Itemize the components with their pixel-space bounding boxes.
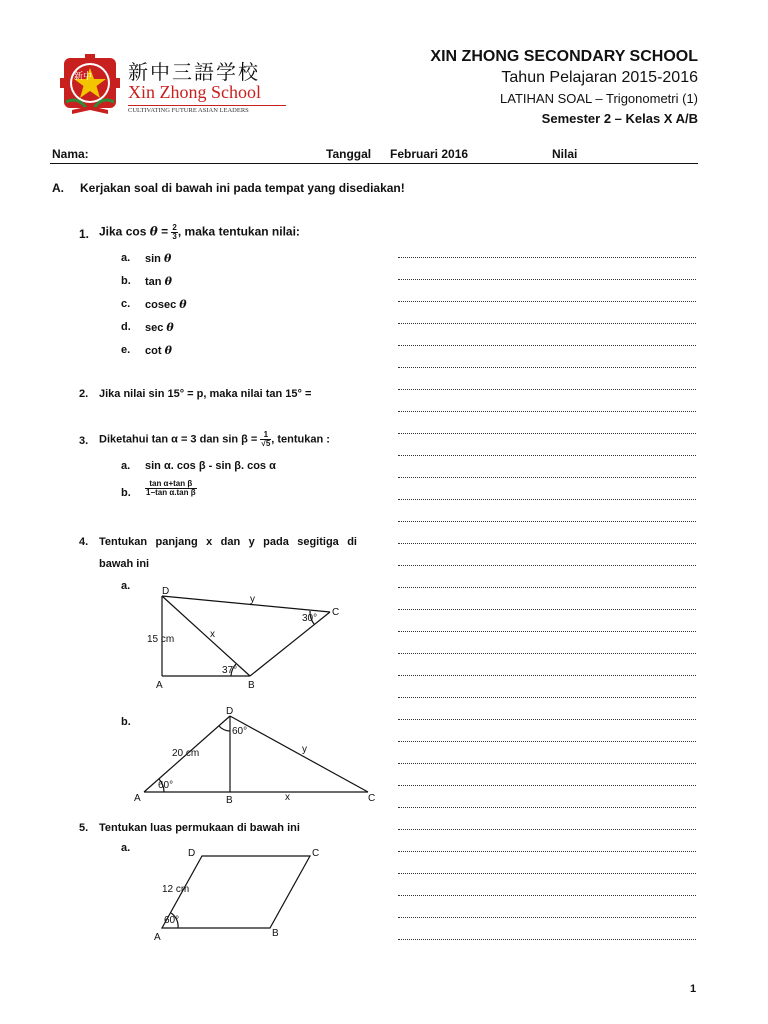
q2-text: Jika nilai sin 15° = p, maka nilai tan 15° =: [99, 388, 312, 400]
q1-d-func: sec: [145, 322, 167, 334]
q1-b-var: θ: [164, 275, 172, 288]
academic-year: Tahun Pelajaran 2015-2016: [501, 69, 698, 86]
answer-line[interactable]: [398, 785, 696, 786]
q1-e-func: cot: [145, 345, 165, 357]
q1-b-label: b.: [121, 275, 131, 287]
answer-line[interactable]: [398, 433, 696, 434]
logo-emblem-text: 新中: [74, 71, 93, 81]
school-logo: [60, 52, 290, 122]
q2-number: 2.: [79, 388, 89, 400]
fig-a-line-db: [162, 596, 250, 676]
answer-line[interactable]: [398, 609, 696, 610]
q1-c-text: [145, 298, 187, 311]
q3-prefix: Diketahui tan α = 3 dan sin β =: [99, 433, 261, 446]
answer-line[interactable]: [398, 851, 696, 852]
q1-b-text: [145, 275, 172, 288]
q4-a-label: a.: [121, 580, 131, 592]
q1-d-label: d.: [121, 321, 131, 333]
q3-text: [99, 431, 330, 448]
fig-b-label-d: D: [226, 706, 234, 717]
q3-b-label: b.: [121, 487, 131, 499]
answer-line[interactable]: [398, 719, 696, 720]
q3-frac-den: √5: [261, 439, 271, 448]
parallelogram-label-side: 12 cm: [162, 884, 190, 895]
parallelogram-label-b: B: [272, 928, 279, 939]
q1-c-label: c.: [121, 298, 131, 310]
answer-line[interactable]: [398, 697, 696, 698]
q3-b-denominator: 1−tan α.tan β: [146, 488, 196, 498]
logo-tagline: CULTIVATING FUTURE ASIAN LEADERS: [128, 105, 286, 114]
q4-number: 4.: [79, 536, 89, 548]
fig-b-label-b: B: [226, 795, 233, 806]
fig-b-line-dc: [230, 716, 368, 792]
parallelogram-label-d: D: [188, 848, 196, 859]
answer-line[interactable]: [398, 257, 696, 258]
q1-a-func: sin: [145, 253, 164, 265]
answer-line[interactable]: [398, 279, 696, 280]
answer-line[interactable]: [398, 477, 696, 478]
q1-a-label: a.: [121, 252, 131, 264]
answer-line[interactable]: [398, 741, 696, 742]
answer-line[interactable]: [398, 873, 696, 874]
q1-e-text: [145, 344, 172, 357]
q1-c-func: cosec: [145, 299, 180, 311]
answer-line[interactable]: [398, 499, 696, 500]
q1-e-label: e.: [121, 344, 131, 356]
fig-a-label-side: 15 cm: [147, 634, 175, 645]
school-name: XIN ZHONG SECONDARY SCHOOL: [430, 48, 698, 65]
fig-a-label-a: A: [156, 680, 163, 691]
answer-line[interactable]: [398, 763, 696, 764]
answer-line[interactable]: [398, 521, 696, 522]
q5-text: Tentukan luas permukaan di bawah ini: [99, 822, 300, 834]
fig-b-label-x: x: [285, 792, 290, 803]
fig-a-line-bc: [250, 612, 330, 676]
answer-line[interactable]: [398, 389, 696, 390]
q1-a-text: [145, 252, 171, 265]
fig-a-angle-b: 37°: [222, 665, 238, 676]
answer-line[interactable]: [398, 895, 696, 896]
q1-d-text: [145, 321, 174, 334]
answer-line[interactable]: [398, 323, 696, 324]
page-number: 1: [690, 983, 697, 995]
worksheet-subject: LATIHAN SOAL – Trigonometri (1): [500, 91, 698, 106]
answer-line[interactable]: [398, 543, 696, 544]
fig-a-label-x: x: [210, 629, 215, 640]
q3-a-label: a.: [121, 460, 131, 472]
fig-a-label-y: y: [250, 594, 255, 605]
fig-b-label-a: A: [134, 793, 141, 804]
parallelogram-label-a: A: [154, 932, 161, 943]
parallelogram-label-c: C: [312, 848, 320, 859]
answer-line[interactable]: [398, 675, 696, 676]
triangle-figure-b: [130, 702, 380, 808]
logo-chinese-name: 新中三語学校: [128, 60, 260, 84]
q4-b-label: b.: [121, 716, 131, 728]
answer-line[interactable]: [398, 807, 696, 808]
header-rule: [50, 163, 698, 164]
fig-a-label-b: B: [248, 680, 255, 691]
q1-frac-den: 3: [172, 232, 177, 241]
fig-b-angle-a: 60°: [158, 780, 174, 791]
q3-b-fraction: [145, 480, 197, 498]
q3-suffix: , tentukan :: [271, 433, 330, 446]
logo-english-name: Xin Zhong School: [128, 82, 261, 102]
answer-line[interactable]: [398, 301, 696, 302]
q1-number: 1.: [79, 227, 90, 241]
q3-number: 3.: [79, 435, 89, 447]
q4-text-line2: bawah ini: [99, 558, 150, 570]
answer-line[interactable]: [398, 939, 696, 940]
q1-c-var: θ: [179, 298, 187, 311]
q5-number: 5.: [79, 822, 89, 834]
q3-frac-num: 1: [260, 431, 271, 440]
answer-line[interactable]: [398, 345, 696, 346]
parallelogram-figure: [148, 842, 338, 944]
triangle-figure-a: [140, 582, 360, 692]
semester-class: Semester 2 – Kelas X A/B: [541, 111, 698, 126]
answer-line[interactable]: [398, 587, 696, 588]
answer-line[interactable]: [398, 565, 696, 566]
q3-fraction: [260, 431, 271, 448]
tanggal-value: Februari 2016: [390, 147, 469, 161]
answer-line[interactable]: [398, 917, 696, 918]
q5-a-label: a.: [121, 842, 131, 854]
q1-prefix: Jika cos: [99, 224, 147, 239]
q1-theta: θ: [149, 224, 158, 239]
q1-d-var: θ: [166, 321, 174, 334]
answer-line[interactable]: [398, 653, 696, 654]
fig-b-angle-arc-d: [219, 726, 230, 731]
answer-line[interactable]: [398, 455, 696, 456]
fig-b-label-c: C: [368, 793, 376, 804]
fig-a-line-dc: [162, 596, 330, 612]
q1-b-func: tan: [145, 276, 165, 288]
q1-suffix: , maka tentukan nilai:: [177, 224, 300, 239]
fig-b-label-side: 20 cm: [172, 748, 200, 759]
section-a-instruction: Kerjakan soal di bawah ini pada tempat yang disediakan!: [80, 181, 405, 195]
nama-label: Nama:: [52, 147, 89, 161]
section-a-marker: A.: [52, 181, 64, 195]
q1-text: [99, 224, 300, 241]
nilai-label: Nilai: [552, 147, 578, 161]
fig-b-label-y: y: [302, 744, 307, 755]
answer-line[interactable]: [398, 367, 696, 368]
answer-line[interactable]: [398, 829, 696, 830]
q1-e-var: θ: [164, 344, 172, 357]
q1-a-var: θ: [163, 252, 172, 265]
fig-b-angle-d: 60°: [232, 726, 248, 737]
parallelogram-angle: 60°: [164, 915, 180, 926]
fig-a-label-c: C: [332, 607, 340, 618]
answer-line[interactable]: [398, 631, 696, 632]
q4-text-line1: Tentukan panjang x dan y pada segitiga di: [99, 536, 357, 548]
fig-a-label-d: D: [162, 586, 170, 597]
q1-frac-num: 2: [172, 223, 177, 232]
fig-a-angle-c: 30°: [302, 613, 318, 624]
tanggal-label: Tanggal: [326, 147, 372, 161]
q3-a-text: sin α. cos β - sin β. cos α: [145, 460, 276, 472]
answer-line[interactable]: [398, 411, 696, 412]
q1-equals: =: [157, 224, 172, 239]
q3-b-numerator: tan α+tan β: [145, 480, 197, 489]
